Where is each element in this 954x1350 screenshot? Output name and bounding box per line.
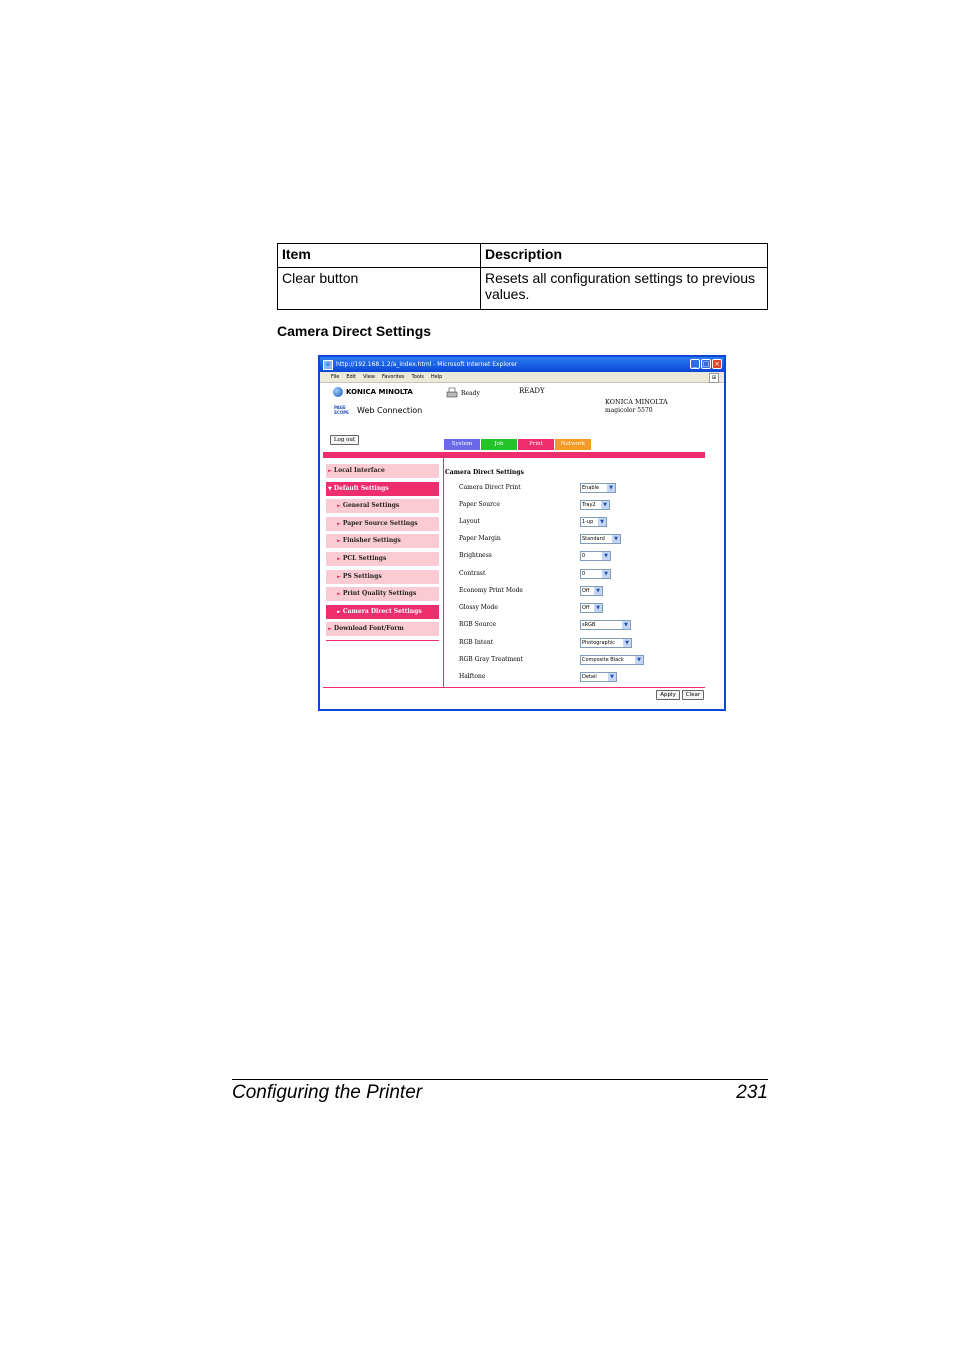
paper-margin-select[interactable]: [580, 534, 621, 544]
chevron-down-icon: ▼: [608, 673, 616, 681]
menu-tools[interactable]: Tools: [411, 374, 424, 380]
camera-direct-print-select[interactable]: [580, 483, 616, 493]
tab-network[interactable]: Network: [555, 439, 591, 450]
setting-label: Economy Print Mode: [459, 587, 523, 594]
caret-right-icon: ►: [337, 520, 341, 527]
menu-edit[interactable]: Edit: [346, 374, 357, 380]
setting-row: [459, 568, 709, 580]
select-value: Off: [582, 605, 590, 611]
chevron-down-icon: ▼: [602, 552, 610, 560]
browser-window: [318, 355, 726, 711]
tab-system[interactable]: System: [444, 439, 480, 450]
pagescope-label: Web Connection: [357, 406, 423, 415]
sidebar-item-label: General Settings: [342, 502, 400, 510]
caret-right-icon: ►: [337, 573, 341, 580]
sidebar: [326, 464, 439, 641]
window-title: http://192.168.1.2/a_index.html - Microsoft Internet Explorer: [336, 361, 518, 368]
select-value: Standard: [582, 536, 605, 542]
table-header-item: Item: [278, 244, 481, 268]
setting-label: Paper Margin: [459, 535, 501, 542]
chevron-down-icon: ▼: [623, 639, 631, 647]
sidebar-item-general-settings[interactable]: [326, 499, 439, 514]
sidebar-item-ps-settings[interactable]: [326, 570, 439, 585]
sidebar-item-label: Paper Source Settings: [342, 519, 418, 527]
select-value: Composite Black: [582, 657, 624, 663]
model-vendor: KONICA MINOLTA: [605, 398, 668, 406]
caret-right-icon: ►: [337, 608, 341, 615]
caret-right-icon: ►: [337, 538, 341, 545]
select-value: 0: [582, 553, 586, 559]
setting-label: Glossy Mode: [459, 604, 498, 611]
footer-title: Configuring the Printer: [232, 1082, 423, 1103]
layout-select[interactable]: [580, 517, 607, 527]
select-value: Detail: [582, 674, 597, 680]
section-heading: Camera Direct Settings: [277, 323, 432, 339]
setting-row: [459, 602, 709, 614]
select-value: Tray2: [582, 502, 596, 508]
tab-job[interactable]: Job: [481, 439, 517, 450]
setting-row: [459, 499, 709, 511]
table-header-description: Description: [481, 244, 768, 268]
table-cell-description: Resets all configuration settings to previous values.: [481, 268, 768, 310]
select-value: Photographic: [582, 640, 616, 646]
chevron-down-icon: ▼: [598, 518, 606, 526]
window-controls: [690, 359, 722, 369]
setting-row: [459, 482, 709, 494]
close-icon[interactable]: ×: [712, 359, 722, 369]
caret-right-icon: ►: [337, 591, 341, 598]
sidebar-divider: [326, 640, 439, 641]
chevron-down-icon: ▼: [594, 587, 602, 595]
setting-row: [459, 619, 709, 631]
menu-favorites[interactable]: Favorites: [381, 374, 405, 380]
brightness-select[interactable]: [580, 551, 611, 561]
chevron-down-icon: ▼: [622, 621, 630, 629]
menu-view[interactable]: View: [363, 374, 375, 380]
setting-label: RGB Source: [459, 621, 496, 628]
caret-right-icon: ►: [337, 503, 341, 510]
setting-row: [459, 516, 709, 528]
sidebar-item-default-settings[interactable]: [326, 482, 439, 497]
economy-print-mode-select[interactable]: [580, 586, 603, 596]
logout-button[interactable]: Log out: [330, 435, 359, 445]
status-header: READY: [519, 387, 545, 395]
halftone-select[interactable]: [580, 672, 617, 682]
setting-row: [459, 550, 709, 562]
setting-label: Camera Direct Print: [459, 484, 521, 491]
page-number: 231: [736, 1082, 768, 1103]
select-value: 0: [582, 571, 586, 577]
sidebar-item-print-quality-settings[interactable]: [326, 587, 439, 602]
table-row: [278, 268, 768, 310]
setting-row: [459, 637, 709, 649]
sidebar-item-label: Default Settings: [333, 484, 389, 492]
caret-right-icon: ►: [337, 555, 341, 562]
table-header-row: [278, 244, 768, 268]
sidebar-item-label: Print Quality Settings: [342, 590, 417, 598]
setting-label: Brightness: [459, 552, 492, 559]
setting-row: [459, 671, 709, 683]
sidebar-item-label: PS Settings: [342, 572, 382, 580]
chevron-down-icon: ▼: [607, 484, 615, 492]
select-value: Enable: [582, 485, 600, 491]
chevron-down-icon: ▼: [594, 604, 602, 612]
footer-rule: [232, 1079, 768, 1080]
ie-icon: e: [323, 360, 333, 370]
menu-file[interactable]: File: [331, 374, 340, 380]
minimize-icon[interactable]: _: [690, 359, 700, 369]
content-title: Camera Direct Settings: [445, 469, 524, 476]
setting-row: [459, 533, 709, 545]
sidebar-item-label: Local Interface: [333, 467, 385, 474]
chevron-down-icon: ▼: [612, 535, 620, 543]
setting-label: Layout: [459, 518, 480, 525]
menu-bar: [320, 372, 724, 383]
tab-print[interactable]: Print: [518, 439, 554, 450]
top-tabs: [444, 439, 591, 450]
caret-down-icon: ▼: [328, 485, 332, 492]
clear-button[interactable]: Clear: [682, 690, 704, 700]
windows-logo-icon: ⊞: [709, 373, 719, 383]
table-cell-item: Clear button: [278, 268, 481, 310]
sidebar-item-label: Download Font/Form: [333, 625, 404, 633]
select-value: sRGB: [582, 622, 596, 628]
status-label: Ready: [461, 390, 480, 397]
model-name: magicolor 5570: [605, 407, 653, 414]
caret-right-icon: ►: [328, 626, 332, 633]
chevron-down-icon: ▼: [635, 656, 643, 664]
glossy-mode-select[interactable]: [580, 603, 603, 613]
contrast-select[interactable]: [580, 569, 611, 579]
rgb-gray-treatment-select[interactable]: [580, 655, 644, 665]
sidebar-item-label: Finisher Settings: [342, 537, 401, 545]
konica-minolta-globe-icon: [333, 387, 343, 397]
description-table: [277, 243, 768, 310]
setting-row: [459, 654, 709, 666]
setting-label: Paper Source: [459, 501, 500, 508]
brand-name: KONICA MINOLTA: [346, 388, 413, 396]
sidebar-item-label: Camera Direct Settings: [342, 607, 422, 615]
chevron-down-icon: ▼: [602, 570, 610, 578]
sidebar-item-label: PCL Settings: [342, 554, 387, 562]
footer-divider: [323, 687, 705, 688]
rgb-intent-select[interactable]: [580, 638, 632, 648]
pagescope-logo: [334, 405, 422, 416]
setting-row: [459, 585, 709, 597]
maximize-icon[interactable]: □: [702, 360, 710, 368]
brand-logo: [333, 387, 413, 397]
sidebar-item-finisher-settings[interactable]: [326, 534, 439, 549]
sidebar-item-download-font-form[interactable]: [326, 622, 439, 637]
pagescope-icon: PAGE SCOPE: [334, 405, 349, 415]
select-value: Off: [582, 588, 590, 594]
sidebar-item-paper-source-settings[interactable]: [326, 517, 439, 532]
rgb-source-select[interactable]: [580, 620, 631, 630]
paper-source-select[interactable]: [580, 500, 610, 510]
printer-status-icon: [446, 387, 458, 399]
apply-button[interactable]: Apply: [656, 690, 680, 700]
sidebar-item-camera-direct-settings[interactable]: [326, 605, 439, 620]
setting-label: RGB Gray Treatment: [459, 656, 524, 663]
sidebar-item-local-interface[interactable]: [326, 464, 439, 479]
select-value: 1-up: [582, 519, 594, 525]
window-titlebar: [320, 357, 724, 372]
setting-label: Contrast: [459, 570, 486, 577]
menu-help[interactable]: Help: [430, 374, 443, 380]
caret-right-icon: ►: [328, 468, 332, 474]
content-divider: [443, 458, 444, 687]
setting-label: Halftone: [459, 673, 486, 680]
header-divider: [323, 452, 705, 458]
chevron-down-icon: ▼: [601, 501, 609, 509]
setting-label: RGB Intent: [459, 639, 494, 646]
sidebar-item-pcl-settings[interactable]: [326, 552, 439, 567]
